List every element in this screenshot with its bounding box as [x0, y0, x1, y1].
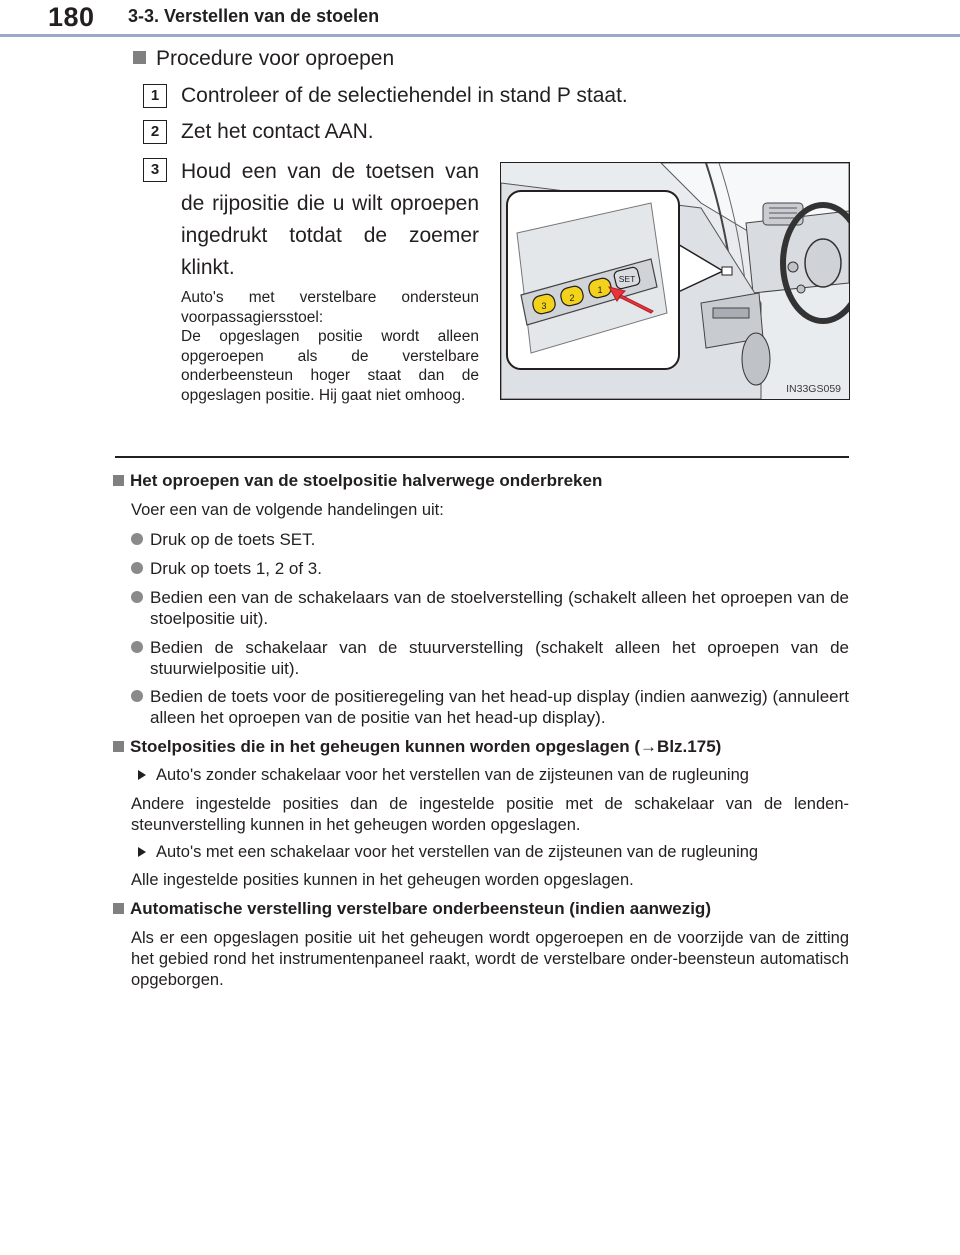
step-number-2: 2 — [143, 120, 167, 144]
svg-text:SET: SET — [618, 274, 636, 284]
bullet-icon — [131, 562, 143, 574]
square-bullet-icon — [113, 741, 124, 752]
square-bullet-icon — [133, 51, 146, 64]
step-number-1: 1 — [143, 84, 167, 108]
step-text-2: Zet het contact AAN. — [181, 120, 374, 143]
page-number: 180 — [48, 2, 95, 32]
bullet-icon — [131, 533, 143, 545]
bullet-text: Druk op toets 1, 2 of 3. — [150, 559, 322, 578]
square-bullet-icon — [113, 903, 124, 914]
bullet-text: Bedien een van de schakelaars van de stoelverstelling (schakelt alleen het oproepen van de stoelpositie uit). — [150, 588, 849, 628]
auto-heading-text: Automatische verstelling verstelbare onderbeensteun (indien aanwezig) — [130, 899, 711, 918]
section-divider — [115, 456, 849, 458]
bullet-icon — [131, 690, 143, 702]
bullet-icon — [131, 591, 143, 603]
auto-text: Als er een opgeslagen positie uit het geheugen wordt opgeroepen en de voorzijde van de zitting het gebied rond het instrumentenpaneel raakt, wordt de verstelbare onder-beensteun automatisch opgeborgen. — [131, 929, 849, 989]
memory-heading-text: Stoelposities die in het geheugen kunnen worden opgeslagen (→Blz.175) — [130, 737, 722, 756]
procedure-heading-text: Procedure voor oproepen — [156, 47, 395, 70]
triangle-bullet-icon — [138, 847, 146, 857]
memory-heading — [113, 737, 721, 757]
illustration-drawing — [501, 163, 849, 399]
memory-case-1-label — [138, 766, 749, 785]
step-note — [181, 288, 479, 405]
list-item — [131, 529, 849, 550]
header-rule — [0, 34, 960, 37]
auto-heading — [113, 899, 711, 919]
bullet-icon — [131, 641, 143, 653]
interrupt-heading — [113, 471, 602, 491]
memory-case-2-text: Alle ingestelde posities kunnen in het geheugen worden opgeslagen. — [131, 871, 634, 889]
running-header: 3-3. Verstellen van de stoelen — [128, 6, 380, 26]
svg-text:2: 2 — [569, 293, 575, 303]
bullet-text: Druk op de toets SET. — [150, 530, 316, 549]
interrupt-heading-text: Het oproepen van de stoelpositie halverwege onderbreken — [130, 471, 603, 490]
case-label: Auto's met een schakelaar voor het verstellen van de zijsteunen van de rugleuning — [156, 843, 759, 861]
bullet-text: Bedien de toets voor de positieregeling van het head-up display (indien aanwezig) (annuleert alleen het oproepen van de positie van het head-up display). — [150, 687, 849, 727]
square-bullet-icon — [113, 475, 124, 486]
list-item — [131, 558, 849, 579]
triangle-bullet-icon — [138, 770, 146, 780]
step-number-3: 3 — [143, 158, 167, 182]
list-item — [131, 637, 849, 679]
list-item — [131, 587, 849, 629]
step-text-1: Controleer of de selectiehendel in stand P staat. — [181, 84, 628, 107]
interrupt-intro: Voer een van de volgende handelingen uit: — [131, 501, 444, 519]
seat-memory-illustration — [500, 162, 850, 400]
step-text-3: Houd een van de toetsen van de rijpositie die u wilt oproepen ingedrukt totdat de zoemer klinkt. — [181, 160, 479, 279]
memory-case-1-text: Andere ingestelde posities dan de ingestelde positie met de schakelaar van de lenden-steunverstelling kunnen in het geheugen worden opgeslagen. — [131, 795, 849, 834]
list-item — [131, 686, 849, 728]
figure-code: IN33GS059 — [786, 383, 841, 395]
bullet-text: Bedien de schakelaar van de stuurverstelling (schakelt alleen het oproepen van de stuurwielpositie uit). — [150, 638, 849, 678]
case-label: Auto's zonder schakelaar voor het verstellen van de zijsteunen van de rugleuning — [156, 766, 749, 784]
memory-case-2-label — [138, 843, 758, 862]
note-line-1: Auto's met verstelbare ondersteun voorpassagiersstoel: — [181, 289, 479, 326]
svg-text:1: 1 — [597, 285, 603, 295]
note-line-2: De opgeslagen positie wordt alleen opgeroepen als de verstelbare onderbeensteun hoger staat dan de opgeslagen positie. Hij gaat niet omhoog. — [181, 328, 479, 404]
procedure-heading — [133, 47, 394, 71]
svg-text:3: 3 — [541, 301, 547, 311]
